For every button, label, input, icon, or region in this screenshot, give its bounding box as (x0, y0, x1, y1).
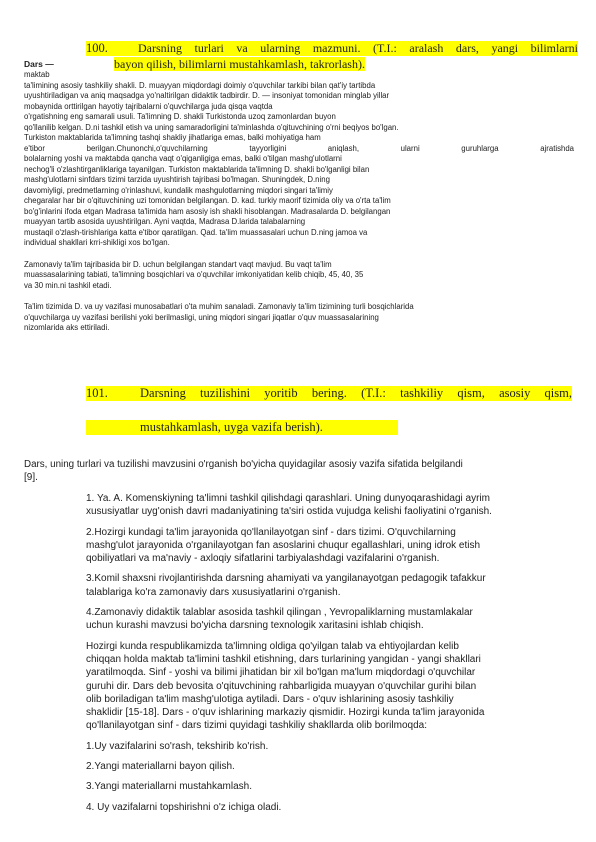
definition-line: individual shakllari krri-shikligi xos bo'lgan. (24, 238, 170, 247)
definition-line: mustaqil o'zlash-tirishlariga katta e'tibor qaratilgan. Qad. ta'lim muassasalari uchun D.ning jamoa va (24, 227, 368, 237)
definition-line: muassasalarining tabiati, ta'limning bosqichlari va o'quvchilar imkoniyatidan kelib chiqib, 45, 40, 35 (24, 270, 364, 279)
list-item (86, 572, 576, 599)
intro-paragraph (24, 458, 576, 485)
question-101-heading (86, 384, 572, 402)
definition-line: va 30 min.ni tashkil etadi. (24, 280, 112, 290)
list-item-line: qo'llanilayotgan sinf - dars tizimi quyidagi tashkiliy shakllarda olib borilmoqda: (86, 720, 427, 732)
list-item-line: mashg'ulot jarayonida o'rganilayotgan fan asoslarini chuqur egallashlari, uning idrok etish (86, 539, 481, 551)
list-item-line: 1. Ya. A. Komenskiyning ta'limni tashkil qilishdagi qarashlari. Uning dunyoqarashidagi ayrim (86, 493, 490, 504)
definition-line: nechog'li o'zlashtirganliklariga tayanilgan. Turkiston maktablarida ta'limning D. shakli bo'lganligi bilan (24, 164, 370, 174)
list-item-line: qobiliyatlari va ma'naviy - axloqiy sifatlarini tarbiyalashdagi vazifalarini o'rganish. (86, 553, 440, 565)
list-item-line: talablariga ko'ra zamonaviy dars xususiyatlarini o'rganish. (86, 586, 341, 598)
dars-label: Dars — (24, 59, 54, 69)
task-list (86, 492, 576, 821)
question-101-line2: mustahkamlash, uyga vazifa berish). (86, 420, 398, 435)
definition-line: nizomlarida aks ettiriladi. (24, 323, 110, 332)
list-item-line: 3.Yangi materiallarni mustahkamlash. (86, 781, 253, 793)
question-100-heading (86, 41, 578, 56)
list-item (86, 760, 576, 773)
definition-line: maktab (24, 70, 50, 79)
list-item-line: guruhi dir. Dars deb bevosita o'qituvchining rahbarligida muayyan o'quvchilar gurihi bilan (86, 680, 477, 692)
definition-line: bo'g'inlarini ifoda etgan Madrasa ta'limida ham asosiy ish shakli hisoblangan. Madrasalarda D. belgilangan (24, 206, 391, 216)
list-item-line: Hozirgi kunda respublikamizda ta'limning oldiga qo'yilgan talab va ehtiyojlardan kelib (86, 640, 459, 652)
question-100-line2: bayon qilish, bilimlarni mustahkamlash, takrorlash). (114, 57, 365, 71)
list-item-line: 1.Uy vazifalarini so'rash, tekshirib ko'rish. (86, 740, 269, 752)
list-item-line: xususiyatlar uyg'onish davri madaniyatining ta'siri ostida vujudga kelishi faoliyatini o'rganish. (86, 506, 492, 518)
intro-line: [9]. (24, 472, 38, 484)
list-item-line: 2.Hozirgi kundagi ta'lim jarayonida qo'llanilayotgan sinf - dars tizimi. O'quvchilarning (86, 526, 456, 538)
definition-line: e'tibor berilgan.Chunonchi,o'quvchilarning tayyorligini aniqlash, ularni guruhlarga ajratishda (24, 143, 574, 153)
definition-line: davomiyligi, predmetlarning o'rinlashuvi, kundalik mashgulotlarning miqdori singari ta'limiy (24, 185, 333, 195)
definition-line: mashg'ulotlarni sinfdars tizimi tarzida uyushtirish tajribasi bo'lmagan. Shuningdek, D.ning (24, 175, 330, 184)
question-101-line2-wrap (86, 418, 398, 436)
question-101-number: 101. (86, 386, 140, 401)
definition-line: mobaynida orttirilgan hayotiy tajribalarni o'quvchilarga juda qisqa vaqtda (24, 101, 273, 111)
intro-line: Dars, uning turlari va tuzilishi mavzusini o'rganish bo'yicha quyidagilar asosiy vazifa sifatida belgilandi (24, 459, 463, 470)
question-100-line1: Darsning turlari va ularning mazmuni. (T.I.: aralash dars, yangi bilimlarni (138, 41, 578, 55)
list-item (86, 492, 576, 519)
definition-line: bolalarning yoshi va maktabda qancha vaqt o'qiganligiga emas, balki o'tilgan mashg'ulotlarni (24, 154, 342, 163)
definition-line: Turkiston maktablarida ta'limning tashqi shakliy jihatlariga emas, balki mohiyatiga ham (24, 133, 321, 142)
definition-line: chegaralar har bir o'qituvchining uzi tomonidan belgilangan. D. kad. turkiy maorif tizimida oliy va o'rta ta'lim (24, 196, 391, 205)
list-item (86, 526, 576, 566)
list-item-line: shaklidir [15-18]. Dars - o'quv ishlarining markaziy qismidir. Hozirgi kunda ta'lim jarayonida (86, 707, 485, 719)
definition-line: Zamonaviy ta'lim tajribasida bir D. uchun belgilangan standart vaqt mavjud. Bu vaqt ta'lim (24, 259, 332, 269)
definition-line: o'rgatishning eng samarali usuli. Ta'limning D. shakli Turkistonda uzoq zamonlardan buyon (24, 112, 336, 121)
definition-line: ta'limining asosiy tashkiliy shakli. D. muayyan miqdordagi doimiy o'quvchilar tarkibi bilan qat'iy tartibda (24, 80, 376, 90)
list-item-line: uchun kurashi mavzusi bo'yicha darsning texnologik xaritasini ishlab chiqish. (86, 620, 424, 632)
list-item (86, 740, 576, 753)
list-item-line: 4. Uy vazifalarni topshirishni o'z ichiga oladi. (86, 801, 282, 813)
list-item (86, 606, 576, 633)
list-item-line: olib boriladigan ta'lim mashg'ulotiga aytiladi. Dars - o'quv ishlarining asosiy tashkiliy (86, 693, 454, 705)
list-item-line: yaratilmoqda. Sinf - yoshi va bilimi jihatidan bir xil bo'lgan ma'lum miqdordagi o'quvchilar (86, 667, 476, 679)
definition-line: qo'llanilib kelgan. D.ni tashkil etish va uning samaradorligini ta'minlashda o'qituvchining o'rni beqiyos bo'lgan. (24, 122, 399, 132)
list-item-line: chiqqan holda maktab ta'limini tashkil etishning, dars turlarining yangidan - yangi shakllari (86, 653, 481, 665)
dars-definition-block (24, 70, 574, 334)
list-item (86, 780, 576, 793)
list-item (86, 640, 576, 733)
list-item-line: 2.Yangi materiallarni bayon qilish. (86, 761, 235, 773)
definition-line: o'quvchilarga uy vazifasi berilishi yoki berilmasligi, uning miqdori singari jiqatlar o'quv muassasalarining (24, 312, 379, 322)
definition-line: Ta'lim tizimida D. va uy vazifasi munosabatlari o'ta muhim sanaladi. Zamonaviy ta'lim tizimining turli bosqichlarida (24, 302, 414, 311)
definition-line: muayyan tartib asosida uyushtirilgan. Ayni vaqtda, Madrasa D.larida talabalarning (24, 217, 306, 226)
definition-line: uyushtiriladigan va aniq maqsadga yo'naltirilgan didaktik tadbirdir. D. — insoniyat tomonidan minglab yillar (24, 91, 390, 100)
list-item-line: 3.Komil shaxsni rivojlantirishda darsning ahamiyati va yangilanayotgan pedagogik tafakkur (86, 573, 486, 585)
list-item-line: 4.Zamonaviy didaktik talablar asosida tashkil qilingan , Yevropaliklarning mustamlakalar (86, 607, 473, 619)
list-item (86, 801, 576, 814)
question-100-number: 100. (86, 41, 138, 56)
question-101-line1: Darsning tuzilishini yoritib bering. (T.I.: tashkiliy qism, asosiy qism, (140, 386, 572, 400)
